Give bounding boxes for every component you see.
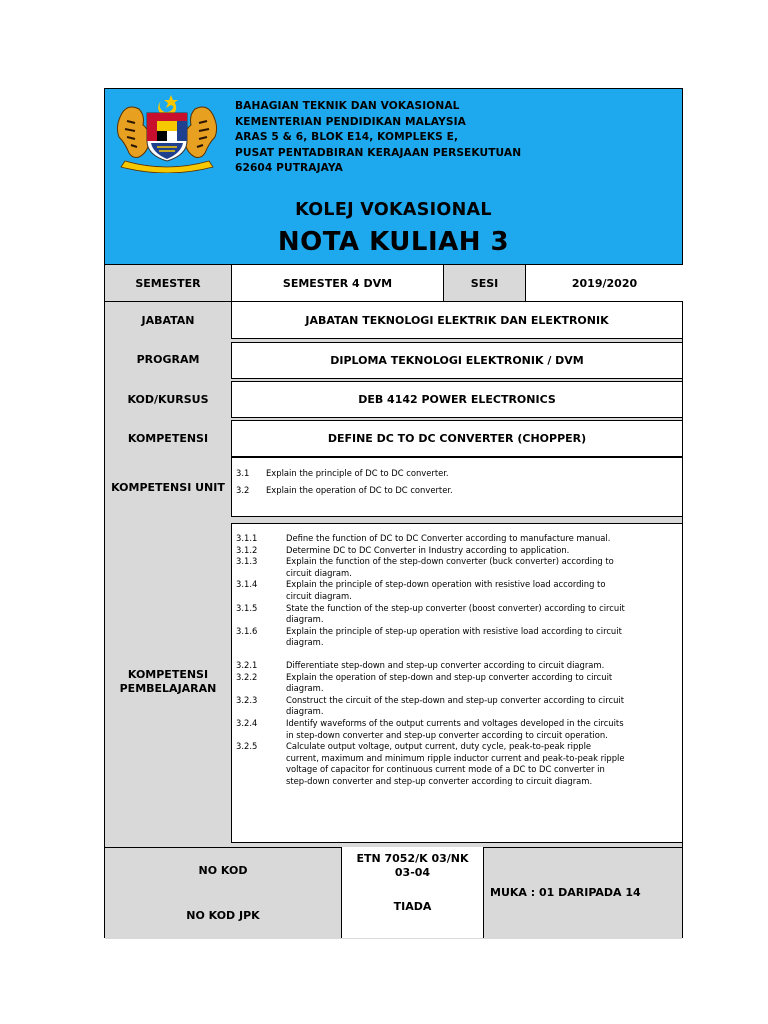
list-item: 3.2.5 Calculate output voltage, output current, duty cycle, peak-to-peak ripple current, maximum and minimum ripple inductor current and peak-to-peak ripple voltage of capacitor for continuous current mode of a DC to DC converter in step-down converter and step-up converter according to circuit diagram. xyxy=(236,741,625,786)
list-item: 3.2.3 Construct the circuit of the step-down and step-up converter according to circuit diagram. xyxy=(236,694,624,717)
sesi-value: 2019/2020 xyxy=(525,265,683,301)
kompetensi-value: DEFINE DC TO DC CONVERTER (CHOPPER) xyxy=(231,420,682,457)
no-kod-jpk-label: NO KOD JPK xyxy=(186,909,260,922)
list-item: 3.1 Explain the principle of DC to DC converter. xyxy=(236,468,449,478)
list-item: 3.1.1 Define the function of DC to DC Converter according to manufacture manual. xyxy=(236,533,611,543)
jabatan-value: JABATAN TEKNOLOGI ELEKTRIK DAN ELEKTRONIK xyxy=(231,301,682,339)
list-item: 3.1.6 Explain the principle of step-up operation with resistive load according to circuit diagram. xyxy=(236,625,622,648)
semester-value: SEMESTER 4 DVM xyxy=(231,265,444,301)
kompetensi-pembelajaran-list xyxy=(236,533,626,787)
list-item: 3.2 Explain the operation of DC to DC converter. xyxy=(236,484,453,495)
agency-line: ARAS 5 & 6, BLOK E14, KOMPLEKS E, xyxy=(235,131,459,143)
list-item: 3.1.3 Explain the function of the step-down converter (buck converter) according to circuit diagram. xyxy=(236,556,614,578)
kompetensi-unit-label: KOMPETENSI UNIT xyxy=(111,480,225,494)
list-item: 3.1.5 State the function of the step-up converter (boost converter) according to circuit diagram. xyxy=(236,602,625,625)
no-kod-label: NO KOD xyxy=(198,863,248,877)
agency-line: 62604 PUTRAJAYA xyxy=(235,162,343,174)
kompetensi-label: KOMPETENSI xyxy=(127,431,209,445)
agency-line: KEMENTERIAN PENDIDIKAN MALAYSIA xyxy=(235,115,466,128)
agency-address xyxy=(235,99,521,177)
document-header xyxy=(105,89,682,265)
kod-kursus-value: DEB 4142 POWER ELECTRONICS xyxy=(231,381,682,418)
no-kod-jpk-value: TIADA xyxy=(393,900,432,913)
kompetensi-unit-list xyxy=(236,468,676,496)
lecture-note-document xyxy=(104,88,683,938)
page-number: MUKA : 01 DARIPADA 14 xyxy=(490,886,641,899)
page-title: NOTA KULIAH 3 xyxy=(277,227,510,257)
footer-values xyxy=(341,847,484,938)
sesi-label: SESI xyxy=(470,276,499,290)
coat-of-arms-icon xyxy=(111,91,223,173)
list-item: 3.2.1 Differentiate step-down and step-up converter according to circuit diagram. xyxy=(236,659,605,670)
agency-line: PUSAT PENTADBIRAN KERAJAAN PERSEKUTUAN xyxy=(235,146,522,159)
list-item: 3.1.2 Determine DC to DC Converter in Industry according to application. xyxy=(236,544,570,555)
kompetensi-unit-box xyxy=(231,457,682,517)
jabatan-label: JABATAN xyxy=(141,313,195,327)
list-item: 3.2.4 Identify waveforms of the output currents and voltages developed in the circuits in step-down converter and step-up converter according to circuit operation. xyxy=(236,717,624,740)
program-value: DIPLOMA TEKNOLOGI ELEKTRONIK / DVM xyxy=(231,342,682,379)
kompetensi-pembelajaran-label: KOMPETENSI PEMBELAJARAN xyxy=(119,668,217,695)
no-kod-value: ETN 7052/K 03/NK 03-04 xyxy=(356,852,469,879)
kod-kursus-label: KOD/KURSUS xyxy=(127,392,209,406)
list-item: 3.2.2 Explain the operation of step-down and step-up converter according to circuit diagram. xyxy=(236,671,613,694)
college-name: KOLEJ VOKASIONAL xyxy=(295,200,492,220)
program-label: PROGRAM xyxy=(136,352,200,366)
semester-label: SEMESTER xyxy=(135,276,201,290)
agency-line: BAHAGIAN TEKNIK DAN VOKASIONAL xyxy=(235,100,460,112)
kompetensi-pembelajaran-box xyxy=(231,523,682,843)
list-item: 3.1.4 Explain the principle of step-down operation with resistive load according to circuit diagram. xyxy=(236,579,606,601)
